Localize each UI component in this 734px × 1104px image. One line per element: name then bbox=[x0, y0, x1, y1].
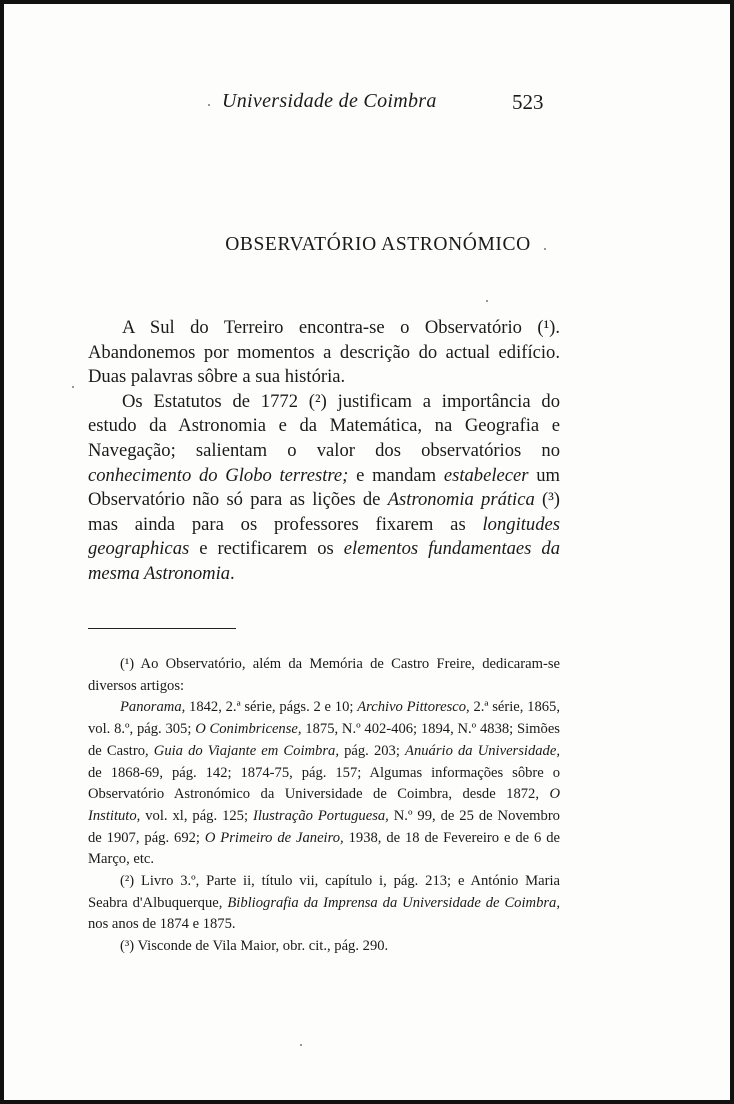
italic-run: elementos fundamentaes da mesma Astronomia bbox=[88, 538, 560, 584]
text-run: um Observatório não só para as lições de bbox=[88, 464, 560, 511]
scan-speck bbox=[544, 248, 546, 250]
paragraph-1: A Sul do Terreiro encontra-se o Observatório (¹). Abandonemos por momentos a descrição do actual edifício. Duas palavras sôbre a sua história. bbox=[88, 317, 560, 388]
text-run: nos anos de 1874 e 1875. bbox=[88, 916, 236, 933]
text-run: (³) mas ainda para os professores fixarem as bbox=[88, 489, 560, 535]
italic-run: Astronomia prática bbox=[387, 489, 535, 511]
italic-run: Guia do Viajante em Coimbra, bbox=[153, 742, 339, 759]
text-run: pág. 203; bbox=[338, 742, 406, 759]
text-run: 2.ª série, 1865, vol. 8.º, pág. 305; bbox=[88, 699, 561, 738]
text-run: (²) Livro 3.º, Parte ii, título vii, capítulo i, pág. 213; e António Maria Seabra d'Albuquerque, bbox=[88, 873, 560, 911]
running-header bbox=[4, 90, 734, 120]
scan-speck bbox=[300, 1044, 302, 1046]
footnotes bbox=[88, 654, 560, 958]
italic-run: Archivo Pittoresco, bbox=[357, 699, 470, 716]
text-run: 1875, N.º 402-406; 1894, N.º 4838; Simões de Castro, bbox=[88, 721, 560, 759]
footnote-1-intro: (¹) Ao Observatório, além da Memória de Castro Freire, dedicaram-se diversos artigos: bbox=[88, 656, 560, 694]
text-run: Os Estatutos de 1772 (²) justificam a importância do estudo da Astronomia e da Matemática, na Geografia e Navegação; salientam o valor dos observatórios no bbox=[88, 390, 560, 461]
text-run: vol. xl, pág. 125; bbox=[140, 807, 253, 824]
scan-speck bbox=[486, 300, 488, 302]
paragraph-2 bbox=[88, 390, 560, 587]
italic-run: O Conimbricense, bbox=[195, 721, 302, 738]
italic-run: longitudes geographicas bbox=[88, 513, 560, 560]
footnote-3: (³) Visconde de Vila Maior, obr. cit., pág. 290. bbox=[120, 938, 389, 955]
text-run: . bbox=[230, 562, 235, 584]
text-run: e rectificarem os bbox=[189, 538, 344, 560]
text-run: 1842, 2.ª série, págs. 2 e 10; bbox=[185, 699, 358, 716]
page-number: 523 bbox=[512, 90, 544, 114]
footnote-1-references bbox=[88, 697, 560, 871]
italic-run: Anuário da Universidade, bbox=[405, 742, 560, 759]
italic-run: conhecimento do Globo terrestre; bbox=[88, 464, 349, 486]
footnote-divider bbox=[88, 628, 236, 629]
body-text bbox=[88, 316, 560, 587]
italic-run: Panorama, bbox=[120, 699, 186, 716]
scan-speck bbox=[72, 386, 74, 388]
text-run: e mandam bbox=[348, 464, 444, 486]
italic-run: estabelecer bbox=[443, 464, 529, 486]
italic-run: O Primeiro de Janeiro, bbox=[204, 829, 344, 846]
footnote-2 bbox=[88, 871, 560, 936]
text-run: de 1868-69, pág. 142; 1874-75, pág. 157; Algumas informações sôbre o Observatório Astronómico da Universidade de Coimbra, desde 1872, bbox=[88, 764, 560, 803]
scan-speck bbox=[208, 104, 210, 106]
italic-run: O Instituto, bbox=[88, 786, 560, 824]
italic-run: Bibliografia da Imprensa da Universidade de Coimbra, bbox=[227, 894, 560, 911]
text-run: N.º 99, de 25 de Novembro de 1907, pág. 692; bbox=[88, 807, 560, 846]
chapter-title: OBSERVATÓRIO ASTRONÓMICO bbox=[225, 234, 531, 255]
text-run: 1938, de 18 de Fevereiro e de 6 de Março, etc. bbox=[88, 829, 560, 868]
running-title: Universidade de Coimbra bbox=[222, 90, 437, 112]
italic-run: Ilustração Portuguesa, bbox=[252, 807, 389, 824]
